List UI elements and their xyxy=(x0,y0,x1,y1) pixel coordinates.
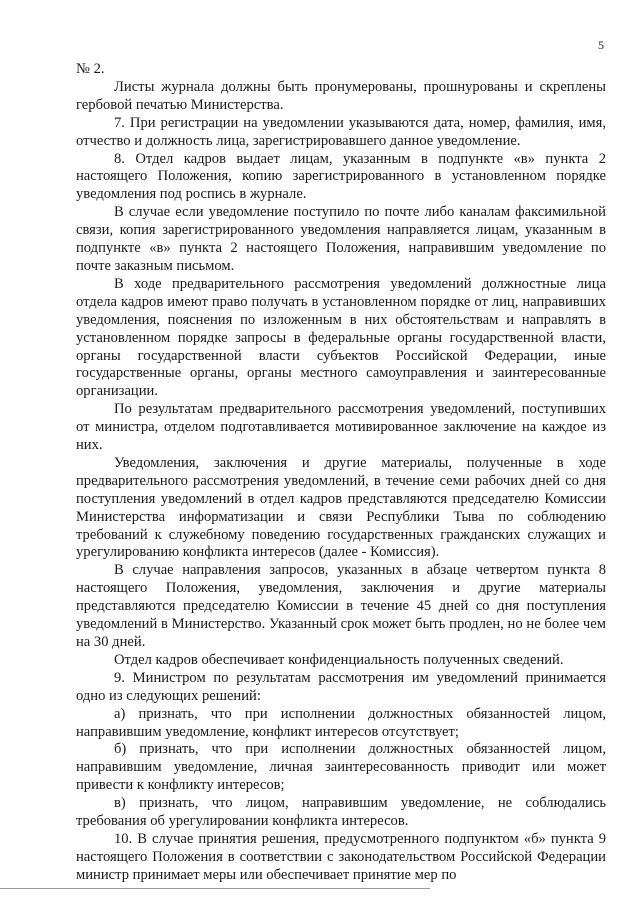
paragraph-decision-b: б) признать, что при исполнении должностных обязанностей лицом, направившим уведомление, личная заинтересованность приводит или может привести к конфликту интересов; xyxy=(76,741,606,794)
paragraph-decision-c: в) признать, что лицом, направившим уведомление, не соблюдались требования об урегулировании конфликта интересов. xyxy=(76,795,606,830)
paragraph-journal-sheets: Листы журнала должны быть пронумерованы, прошнурованы и скреплены гербовой печатью Министерства. xyxy=(76,78,606,113)
paragraph-item-9: 9. Министром по результатам рассмотрения им уведомлений принимается одно из следующих решений: xyxy=(76,669,606,704)
paragraph-confidentiality: Отдел кадров обеспечивает конфиденциальность полученных сведений. xyxy=(114,651,564,668)
paragraph-materials-to-commission: Уведомления, заключения и другие материалы, полученные в ходе предварительного рассмотрения уведомлений, в течение семи рабочих дней со дня поступления уведомлений в отдел кадров представляются председателю Комиссии Министерства информатизации и связи Республики Тыва по соблюдению требований к служебному поведению государственных гражданских служащих и урегулированию конфликта интересов (далее - Комиссия). xyxy=(76,454,606,561)
paragraph-mail-fax: В случае если уведомление поступило по почте либо каналам факсимильной связи, копия зарегистрированного уведомления направляется лицам, указанным в подпункте «в» пункта 2 настоящего Положения, направившим уведомление по почте заказным письмом. xyxy=(76,204,606,274)
paragraph-item-7: 7. При регистрации на уведомлении указываются дата, номер, фамилия, имя, отчество и должность лица, зарегистрировавшего данное уведомление. xyxy=(76,114,606,149)
paragraph-item-8: 8. Отдел кадров выдает лицам, указанным в подпункте «в» пункта 2 настоящего Положения, копию зарегистрированного в установленном порядке уведомления под роспись в журнале. xyxy=(76,150,606,203)
paragraph-preliminary-review: В ходе предварительного рассмотрения уведомлений должностные лица отдела кадров имеют право получать в установленном порядке от лиц, направивших уведомления, пояснения по изложенным в них обстоятельствам и направлять в установленном порядке запросы в федеральные органы государственной власти, органы государственной власти субъектов Российской Федерации, иные государственные органы, органы местного самоуправления и заинтересованные организации. xyxy=(76,275,606,400)
document-body xyxy=(76,61,606,885)
page-number: 5 xyxy=(598,38,604,52)
paragraph-requests-deadline: В случае направления запросов, указанных в абзаце четвертом пункта 8 настоящего Положения, уведомления, заключения и другие материалы представляются председателю Комиссии в течение 45 дней со дня поступления уведомлений в Министерство. Указанный срок может быть продлен, но не более чем на 30 дней. xyxy=(76,562,606,650)
paragraph-review-results: По результатам предварительного рассмотрения уведомлений, поступивших от министра, отделом подготавливается мотивированное заключение на каждое из них. xyxy=(76,401,606,454)
paragraph-item-10: 10. В случае принятия решения, предусмотренного подпунктом «б» пункта 9 настоящего Положения в соответствии с законодательством Российской Федерации министр принимает меры или обеспечивает принятие мер по xyxy=(76,830,606,883)
paragraph-continuation: № 2. xyxy=(76,61,105,77)
paragraph-decision-a: а) признать, что при исполнении должностных обязанностей лицом, направившим уведомление, конфликт интересов отсутствует; xyxy=(76,705,606,740)
footer-rule xyxy=(0,888,430,889)
